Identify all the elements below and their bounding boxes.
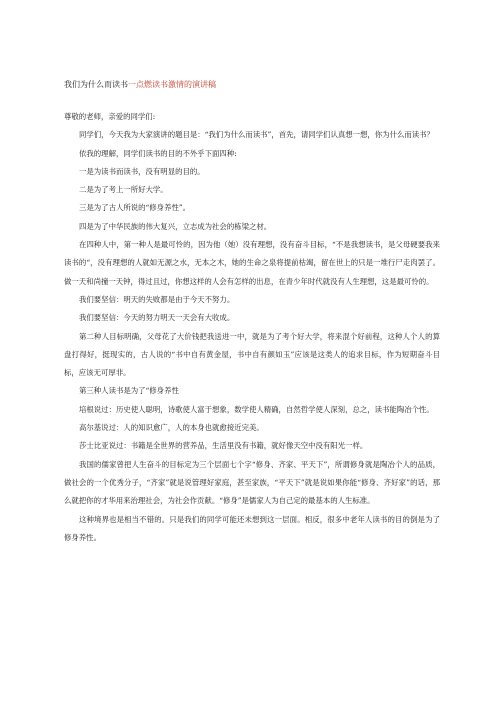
paragraph: 二是为了考上一所好大学。 (79, 185, 168, 195)
paragraph: 第三种人读书是为了“修身养性 (79, 386, 179, 396)
paragraph: 我国的儒家曾把人生奋斗的目标定为三个层面七个字“修身、齐家、平天下”，所谓修身就是陶冶个人的品质，做社会的一个优秀分子，“齐家”就是说管理好家庭，甚至家族，“平天下”就是说如果你能“修身、齐好家”的话，那么就把你的才华用来治理社会，为社会作贡献。“修身”是儒家人为自己定的最基本的人生标准。 (64, 459, 440, 506)
paragraph: 这种境界也是相当不错的。只是我们的同学可能还未想到这一层面。相反，很多中老年人读书的目的倒是为了修身养性。 (64, 514, 440, 542)
salutation: 尊敬的老师，亲爱的同学们: (64, 112, 156, 121)
paragraph: 三是为了古人所说的“修身养性”。 (79, 203, 191, 213)
paragraph: 高尔基说过：人的知识愈广，人的本身也就愈接近完美。 (79, 423, 264, 433)
title-main: 我们为什么而读书 (64, 80, 128, 89)
paragraph: 我们要坚信：今天的努力明天一天会有大收成。 (79, 313, 235, 323)
paragraph: 在四种人中，第一种人是最可怜的，因为他（她）没有理想，没有奋斗目标，“不是我想读书，是父母硬要我来读书的“，没有理想的人就如无源之水，无本之木，她的生命之泉将提前枯竭，留在世上的只是一堆行尸走肉罢了。做一天和尚撞一天钟，得过且过，你想这样的人会有怎样的出息，在青少年时代就没有人生理想，这是最可怜的。 (64, 240, 440, 286)
paragraph: 一是为读书而读书，没有明显的目的。 (79, 166, 205, 176)
paragraph: 同学们，今天我为大家演讲的题目是：“我们为什么而读书”，首先，请同学们认真想一想，你为什么而读书？ (79, 130, 434, 140)
document-title (64, 79, 216, 90)
paragraph: 依我的理解，同学们读书的目的不外乎下面四种: (79, 148, 237, 158)
document-body (64, 108, 440, 547)
paragraph: 莎士比亚说过：书籍是全世界的营养品，生活里没有书籍，就好像天空中没有阳光一样。 (79, 441, 368, 451)
title-subtitle: 一点燃读书激情的演讲稿 (128, 80, 216, 89)
paragraph: 四是为了中华民族的伟大复兴，立志成为社会的栋梁之材。 (79, 221, 272, 231)
paragraph: 我们要坚信：明天的失败都是由于今天不努力。 (79, 294, 235, 304)
paragraph: 第二种人目标明确，父母花了大价钱把我送进一中，就是为了考个好大学，将来混个好前程，这种人个人的算盘打得好，挺现实的，古人说的“书中自有黄金屋，书中自有颜如玉”应该是这类人的追求目标，作为短期奋斗目标，应该无可厚非。 (64, 331, 440, 378)
paragraph: 培根说过：历史使人聪明，诗歌使人富于想象，数学使人精确，自然哲学使人深刻，总之，读书能陶冶个性。 (79, 404, 434, 414)
